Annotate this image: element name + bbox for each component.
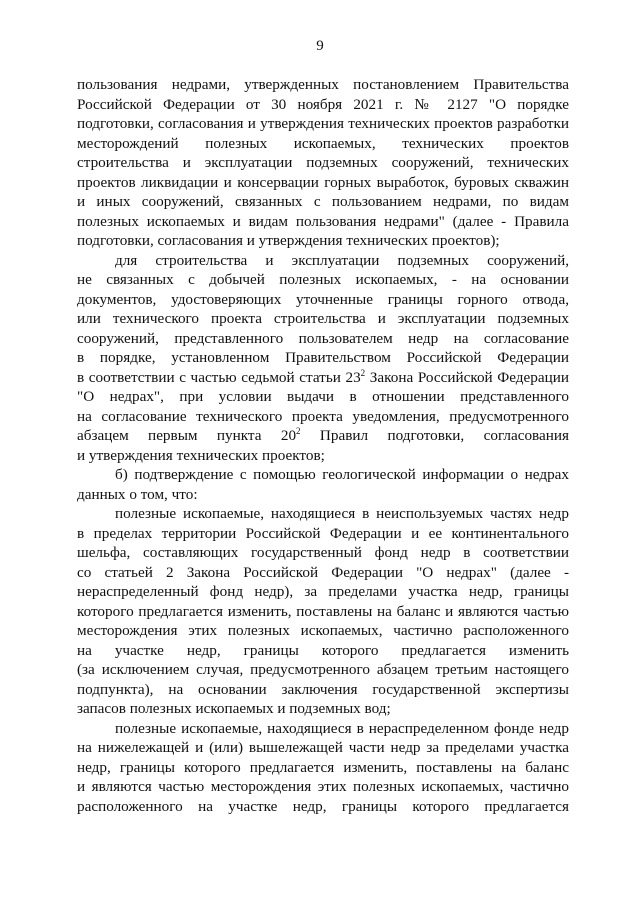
line-text: строительства и эксплуатации подземных сооружений, технических bbox=[77, 154, 569, 171]
superscript: 2 bbox=[360, 367, 366, 378]
text-line bbox=[77, 680, 569, 700]
line-text: в пределах территории Российской Федерации и ее континентального bbox=[77, 524, 569, 542]
text-line bbox=[77, 582, 569, 602]
text-line bbox=[77, 504, 569, 524]
text-line bbox=[77, 485, 569, 505]
line-text: которого предлагается изменить, поставлены на баланс и являются частью bbox=[77, 602, 569, 620]
text-line bbox=[77, 290, 569, 310]
line-text: подпункта), на основании заключения государственной экспертизы bbox=[77, 680, 569, 698]
line-text: полезных ископаемых и видам пользования недрами" (далее - Правила bbox=[77, 212, 569, 230]
text-line bbox=[77, 114, 569, 134]
text-line bbox=[77, 231, 569, 251]
text-line bbox=[77, 348, 569, 368]
line-text: пользования недрами, утвержденных постановлением Правительства bbox=[77, 76, 569, 93]
text-line bbox=[77, 738, 569, 758]
superscript: 2 bbox=[296, 426, 301, 436]
text-line bbox=[77, 95, 569, 115]
text-line bbox=[77, 309, 569, 329]
line-text: в соответствии с частью седьмой статьи 23 bbox=[77, 368, 361, 386]
line-text: сооружений, представленного пользователем недр на согласование bbox=[77, 329, 569, 347]
text-line bbox=[77, 407, 569, 427]
line-text: подготовки, согласования и утверждения технических проектов); bbox=[77, 232, 500, 249]
line-text: запасов полезных ископаемых и подземных вод; bbox=[77, 700, 391, 717]
line-text: на участке недр, границы которого предлагается изменить bbox=[77, 641, 569, 659]
line-text-after: Закона Российской Федерации bbox=[365, 368, 569, 386]
line-text: (за исключением случая, предусмотренного абзацем третьим настоящего bbox=[77, 661, 569, 678]
line-text: проектов ликвидации и консервации горных выработок, буровых скважин bbox=[77, 173, 569, 191]
line-text: на согласование технического проекта уведомления, предусмотренного bbox=[77, 407, 569, 425]
line-text: и утверждения технических проектов; bbox=[77, 446, 325, 464]
text-line bbox=[77, 329, 569, 349]
page-number: 9 bbox=[316, 38, 324, 54]
line-text: и являются частью месторождения этих полезных ископаемых, частично bbox=[77, 778, 569, 795]
line-text: документов, удостоверяющих уточненные границы горного отвода, bbox=[77, 290, 569, 308]
text-line bbox=[77, 699, 569, 719]
line-text: расположенного на участке недр, границы которого предлагается bbox=[77, 797, 569, 815]
line-text: данных о том, что: bbox=[77, 485, 198, 503]
line-text: и иных сооружений, связанных с пользованием недрами, по видам bbox=[77, 193, 569, 210]
text-line bbox=[77, 251, 569, 271]
text-line bbox=[77, 524, 569, 544]
text-line bbox=[77, 543, 569, 563]
line-text: на нижележащей и (или) вышележащей части недр за пределами участка bbox=[77, 739, 569, 756]
text-line bbox=[77, 621, 569, 641]
line-text: подготовки, согласования и утверждения технических проектов разработки bbox=[77, 115, 569, 132]
text-line bbox=[77, 660, 569, 680]
text-line bbox=[77, 426, 569, 446]
document-body bbox=[77, 75, 569, 816]
line-text-after: Правил подготовки, согласования bbox=[300, 427, 570, 444]
line-text: абзацем первым пункта 20 bbox=[77, 427, 297, 444]
line-text: в порядке, установленном Правительством Российской Федерации bbox=[77, 349, 569, 366]
text-line bbox=[77, 270, 569, 290]
text-line bbox=[77, 797, 569, 817]
text-line bbox=[77, 465, 569, 485]
line-text: или технического проекта строительства и эксплуатации подземных bbox=[77, 310, 569, 327]
line-text: месторождений полезных ископаемых, технических проектов bbox=[77, 134, 569, 152]
text-line bbox=[77, 75, 569, 95]
line-text: недр, границы которого предлагается изменить, поставлены на баланс bbox=[77, 758, 569, 776]
text-line bbox=[77, 758, 569, 778]
text-line bbox=[77, 602, 569, 622]
line-text: шельфа, составляющих государственный фонд недр в соответствии bbox=[77, 544, 569, 561]
line-text: б) подтверждение с помощью геологической информации о недрах bbox=[115, 466, 569, 483]
text-line bbox=[77, 641, 569, 661]
text-line bbox=[77, 777, 569, 797]
line-text: не связанных с добычей полезных ископаемых, - на основании bbox=[77, 271, 569, 288]
line-text: месторождения этих полезных ископаемых, частично расположенного bbox=[77, 622, 569, 639]
line-text: полезные ископаемые, находящиеся в неиспользуемых частях недр bbox=[115, 505, 569, 522]
text-line bbox=[77, 192, 569, 212]
text-line bbox=[77, 212, 569, 232]
line-text: "О недрах", при условии выдачи в отношении представленного bbox=[77, 388, 569, 405]
text-line bbox=[77, 173, 569, 193]
line-text: со статьей 2 Закона Российской Федерации "О недрах" (далее - bbox=[77, 563, 569, 581]
line-text: для строительства и эксплуатации подземных сооружений, bbox=[115, 251, 569, 269]
text-line bbox=[77, 368, 569, 388]
text-line bbox=[77, 446, 569, 466]
line-text: полезные ископаемые, находящиеся в нераспределенном фонде недр bbox=[115, 719, 569, 737]
text-line bbox=[77, 563, 569, 583]
text-line bbox=[77, 719, 569, 739]
text-line bbox=[77, 387, 569, 407]
text-line bbox=[77, 134, 569, 154]
text-line bbox=[77, 153, 569, 173]
line-text: нераспределенный фонд недр), за пределами участка недр, границы bbox=[77, 583, 569, 600]
line-text: Российской Федерации от 30 ноября 2021 г. № 2127 "О порядке bbox=[77, 95, 569, 113]
